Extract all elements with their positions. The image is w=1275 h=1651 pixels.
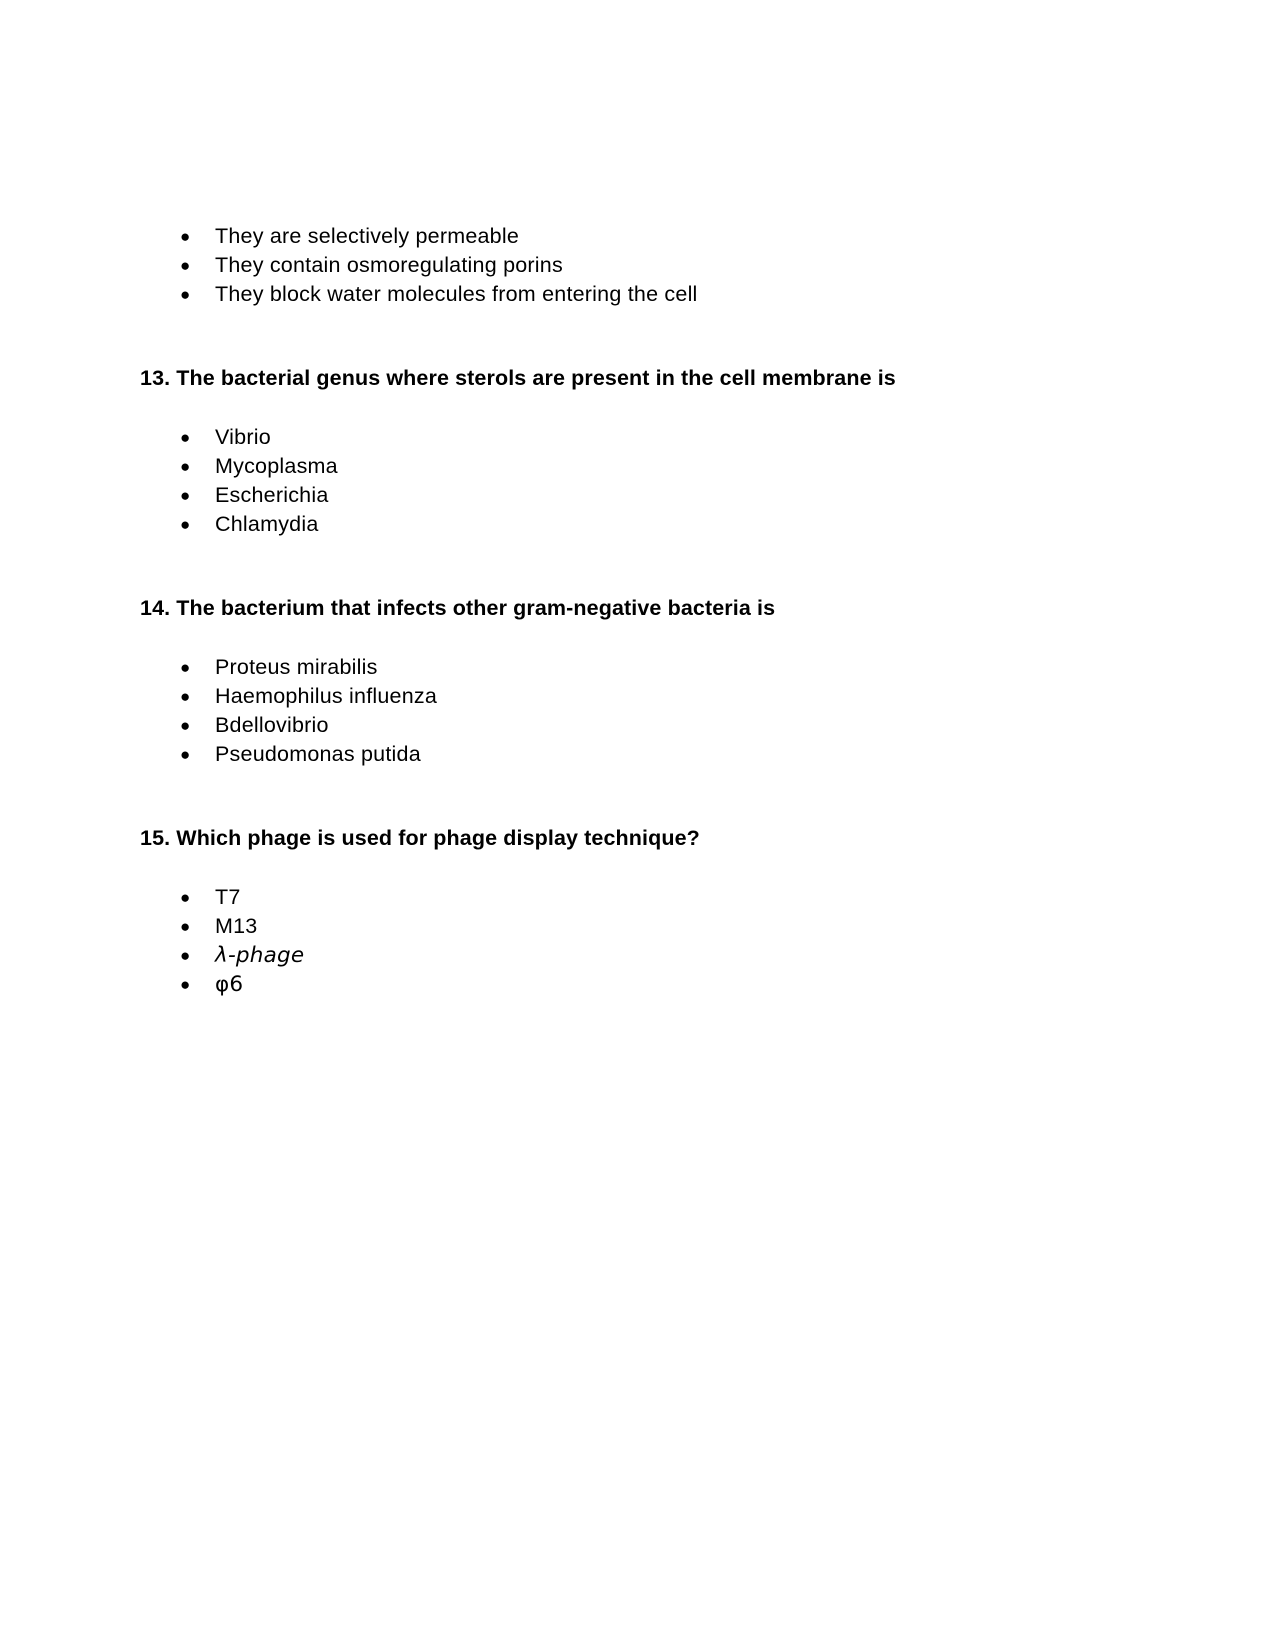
bullet-icon: ● xyxy=(180,428,191,447)
spacer xyxy=(140,393,1140,423)
list-item xyxy=(140,510,1140,539)
list-item xyxy=(140,423,1140,452)
spacer xyxy=(140,769,1140,824)
option-label: They block water molecules from entering the cell xyxy=(215,282,698,306)
list-item xyxy=(140,251,1140,280)
option-label: Chlamydia xyxy=(215,512,319,536)
spacer xyxy=(140,853,1140,883)
option-list-13 xyxy=(140,423,1140,539)
bullet-icon: ● xyxy=(180,285,191,304)
list-item xyxy=(140,912,1140,941)
list-item xyxy=(140,280,1140,309)
spacer xyxy=(140,539,1140,594)
list-item xyxy=(140,970,1140,999)
list-item xyxy=(140,883,1140,912)
option-label: Pseudomonas putida xyxy=(215,742,421,766)
list-item xyxy=(140,653,1140,682)
question-heading-13: 13. The bacterial genus where sterols are present in the cell membrane is xyxy=(140,366,896,390)
option-label: T7 xyxy=(215,885,241,909)
option-label: Vibrio xyxy=(215,425,271,449)
bullet-icon: ● xyxy=(180,687,191,706)
question-heading-14: 14. The bacterium that infects other gram-negative bacteria is xyxy=(140,596,776,620)
option-label: M13 xyxy=(215,914,258,938)
bullet-icon: ● xyxy=(180,888,191,907)
option-label: λ-phage xyxy=(215,943,305,968)
list-item xyxy=(140,452,1140,481)
option-label: Haemophilus influenza xyxy=(215,684,438,708)
bullet-icon: ● xyxy=(180,716,191,735)
bullet-icon: ● xyxy=(180,658,191,677)
bullet-icon: ● xyxy=(180,917,191,936)
list-item xyxy=(140,222,1140,251)
option-label: Proteus mirabilis xyxy=(215,655,378,679)
option-label: φ6 xyxy=(215,972,244,997)
spacer xyxy=(140,623,1140,653)
option-list-15 xyxy=(140,883,1140,999)
list-item xyxy=(140,740,1140,769)
option-label: Bdellovibrio xyxy=(215,713,329,737)
bullet-icon: ● xyxy=(180,975,191,994)
option-label: Escherichia xyxy=(215,483,329,507)
bullet-icon: ● xyxy=(180,256,191,275)
option-list-intro xyxy=(140,222,1140,309)
list-item xyxy=(140,481,1140,510)
option-label: They are selectively permeable xyxy=(215,224,520,248)
list-item xyxy=(140,682,1140,711)
option-label: They contain osmoregulating porins xyxy=(215,253,563,277)
bullet-icon: ● xyxy=(180,227,191,246)
list-item xyxy=(140,941,1140,970)
option-list-14 xyxy=(140,653,1140,769)
bullet-icon: ● xyxy=(180,745,191,764)
bullet-icon: ● xyxy=(180,486,191,505)
bullet-icon: ● xyxy=(180,946,191,965)
document-content xyxy=(140,222,1140,999)
bullet-icon: ● xyxy=(180,457,191,476)
question-heading-15: 15. Which phage is used for phage display technique? xyxy=(140,826,700,850)
spacer xyxy=(140,309,1140,364)
bullet-icon: ● xyxy=(180,515,191,534)
option-label: Mycoplasma xyxy=(215,454,338,478)
list-item xyxy=(140,711,1140,740)
